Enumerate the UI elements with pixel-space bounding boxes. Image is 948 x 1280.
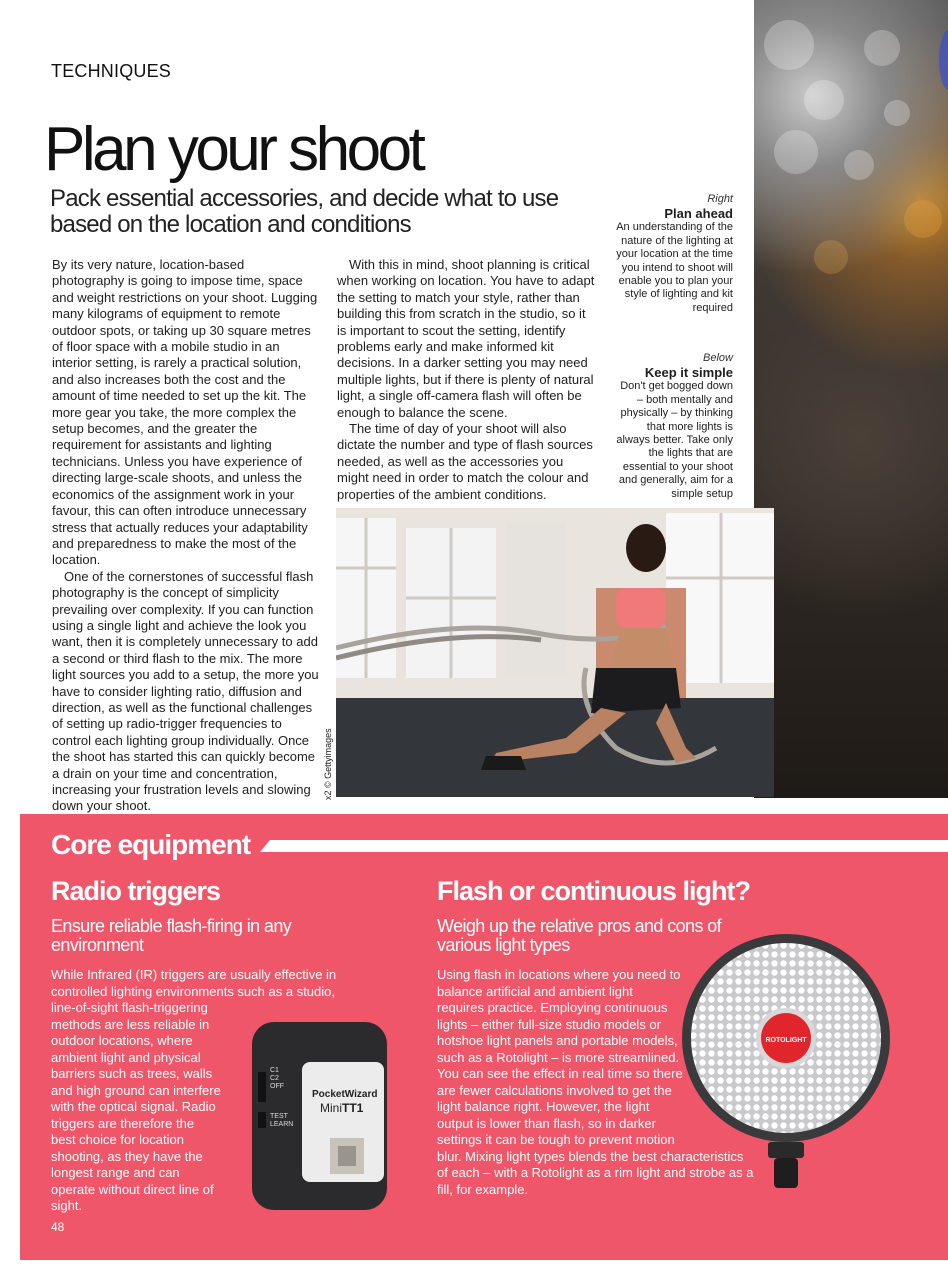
switch-label: TEST — [270, 1113, 288, 1120]
radio-triggers-title: Radio triggers — [51, 876, 221, 906]
caption-keep-it-simple — [615, 352, 733, 501]
switch-label: C2 — [270, 1075, 279, 1082]
caption-direction: Below — [703, 352, 733, 364]
rotolight-device — [680, 932, 892, 1200]
caption-text: Don't get bogged down – both mentally and physically – by thinking that more lights is always better. Take only the lights that are essential to your shoot and generally, aim for a simple setup — [616, 380, 733, 500]
trigger-device — [252, 1012, 392, 1212]
caption-text: An understanding of the nature of the lighting at your location at the time you intend to shoot will enable you to plan your style of lighting and kit required — [616, 221, 733, 314]
core-equipment-heading: Core equipment — [51, 829, 251, 860]
bokeh-lights-photo — [754, 0, 948, 798]
caption-direction: Right — [707, 193, 733, 205]
rotolight-image — [680, 932, 892, 1200]
page-number: 48 — [51, 1220, 65, 1234]
paragraph: One of the cornerstones of successful flash photography is the concept of simplicity prevailing over complexity. If you can function using a single light and achieve the look you want, then it is completely unnecessary to add a second or third flash to the mix. The more light sources you add to a setup, the more you have to consider lighting ratio, diffusion and direction, as well as the functional challenges of setting up radio-trigger frequencies to control each lighting group individually. Once the shoot has started this can quickly become a drain on your time and concentration, increasing your frustration levels and slowing down your shoot. — [52, 568, 319, 814]
heading-rule — [260, 840, 948, 852]
page-subtitle: Pack essential accessories, and decide what to use based on the location and conditions — [50, 185, 559, 238]
flash-continuous-subtitle: Weigh up the relative pros and cons of various light types — [437, 916, 722, 955]
page-title: Plan your shoot — [44, 115, 423, 184]
section-label: TECHNIQUES — [51, 61, 172, 81]
device-model-label: MiniTT1 — [320, 1101, 364, 1115]
paragraph: By its very nature, location-based photography is going to impose time, space and weight restrictions on your shoot. Lugging many kilograms of equipment to remote outdoor spots, or taking up 30 square metres of floor space with a mobile studio in an interior setting, is rarely a practical solution, and also increases both the cost and the amount of time needed to set up the kit. The more gear you take, the more complex the setup becomes, and the greater the requirement for assistants and lighting technicians. Unless you have experience of directing large-scale shoots, and unless the economics of the assignment work in your favour, this can often introduce unnecessary stress that actually reduces your adaptability and preparedness to make the most of the location. — [52, 257, 318, 568]
paragraph: With this in mind, shoot planning is critical when working on location. You have to adapt the setting to match your style, rather than building this from scratch in the studio, so it is important to scout the setting, identify problems early and make informed kit decisions. In a darker setting you may need multiple lights, but if there is plenty of natural light, a single off-camera flash will often be enough to balance the scene. — [337, 257, 595, 420]
pocketwizard-trigger-image — [252, 1012, 392, 1212]
device-brand-label: PocketWizard — [312, 1089, 378, 1100]
radio-triggers-subtitle: Ensure reliable flash-firing in any environment — [51, 916, 292, 955]
switch-label: C1 — [270, 1067, 279, 1074]
paragraph: The time of day of your shoot will also dictate the number and type of flash sources needed, as well as the accessories you might need in order to match the colour and properties of the ambient conditions. — [337, 421, 593, 502]
article-column-1 — [52, 257, 320, 815]
switch-label: OFF — [270, 1083, 284, 1090]
caption-heading: Keep it simple — [644, 365, 733, 381]
photo-credit-text: x2 © Gettyimages — [323, 728, 333, 800]
flash-continuous-text: Using flash in locations where you need to balance artificial and ambient light requires practice. Employing continuous lights – either full-size studio models or hotshoe light panels and portable models, such as a Rotolight – is more streamlined. You can see the effect in real time so there are fewer calculations involved to get the light balance right. However, the light output is lower than flash, so in darker settings it can be tough to prevent motion blur. Mixing light types blends the best characteristics of each – with a Rotolight as a rim light and strobe as a fill, for example. — [437, 967, 754, 1197]
caption-plan-ahead — [603, 193, 733, 315]
gym-scene — [336, 508, 774, 797]
caption-heading: Plan ahead — [664, 206, 733, 222]
article-column-2 — [337, 257, 595, 503]
gym-athlete-photo — [336, 508, 774, 797]
flash-continuous-title: Flash or continuous light? — [437, 876, 750, 906]
switch-label: LEARN — [270, 1121, 294, 1128]
rotolight-brand-label: ROTOLIGHT — [765, 1037, 807, 1044]
radio-triggers-text: While Infrared (IR) triggers are usually effective in controlled lighting environments such as a studio, line-of-sight flash-triggering methods are less reliable in outdoor locations, where ambient light and physical barriers such as trees, walls and high ground can interfere with the optical signal. Radio triggers are therefore the best choice for location shooting, as they have the longest range and can operate without direct line of sight. — [51, 967, 337, 1213]
